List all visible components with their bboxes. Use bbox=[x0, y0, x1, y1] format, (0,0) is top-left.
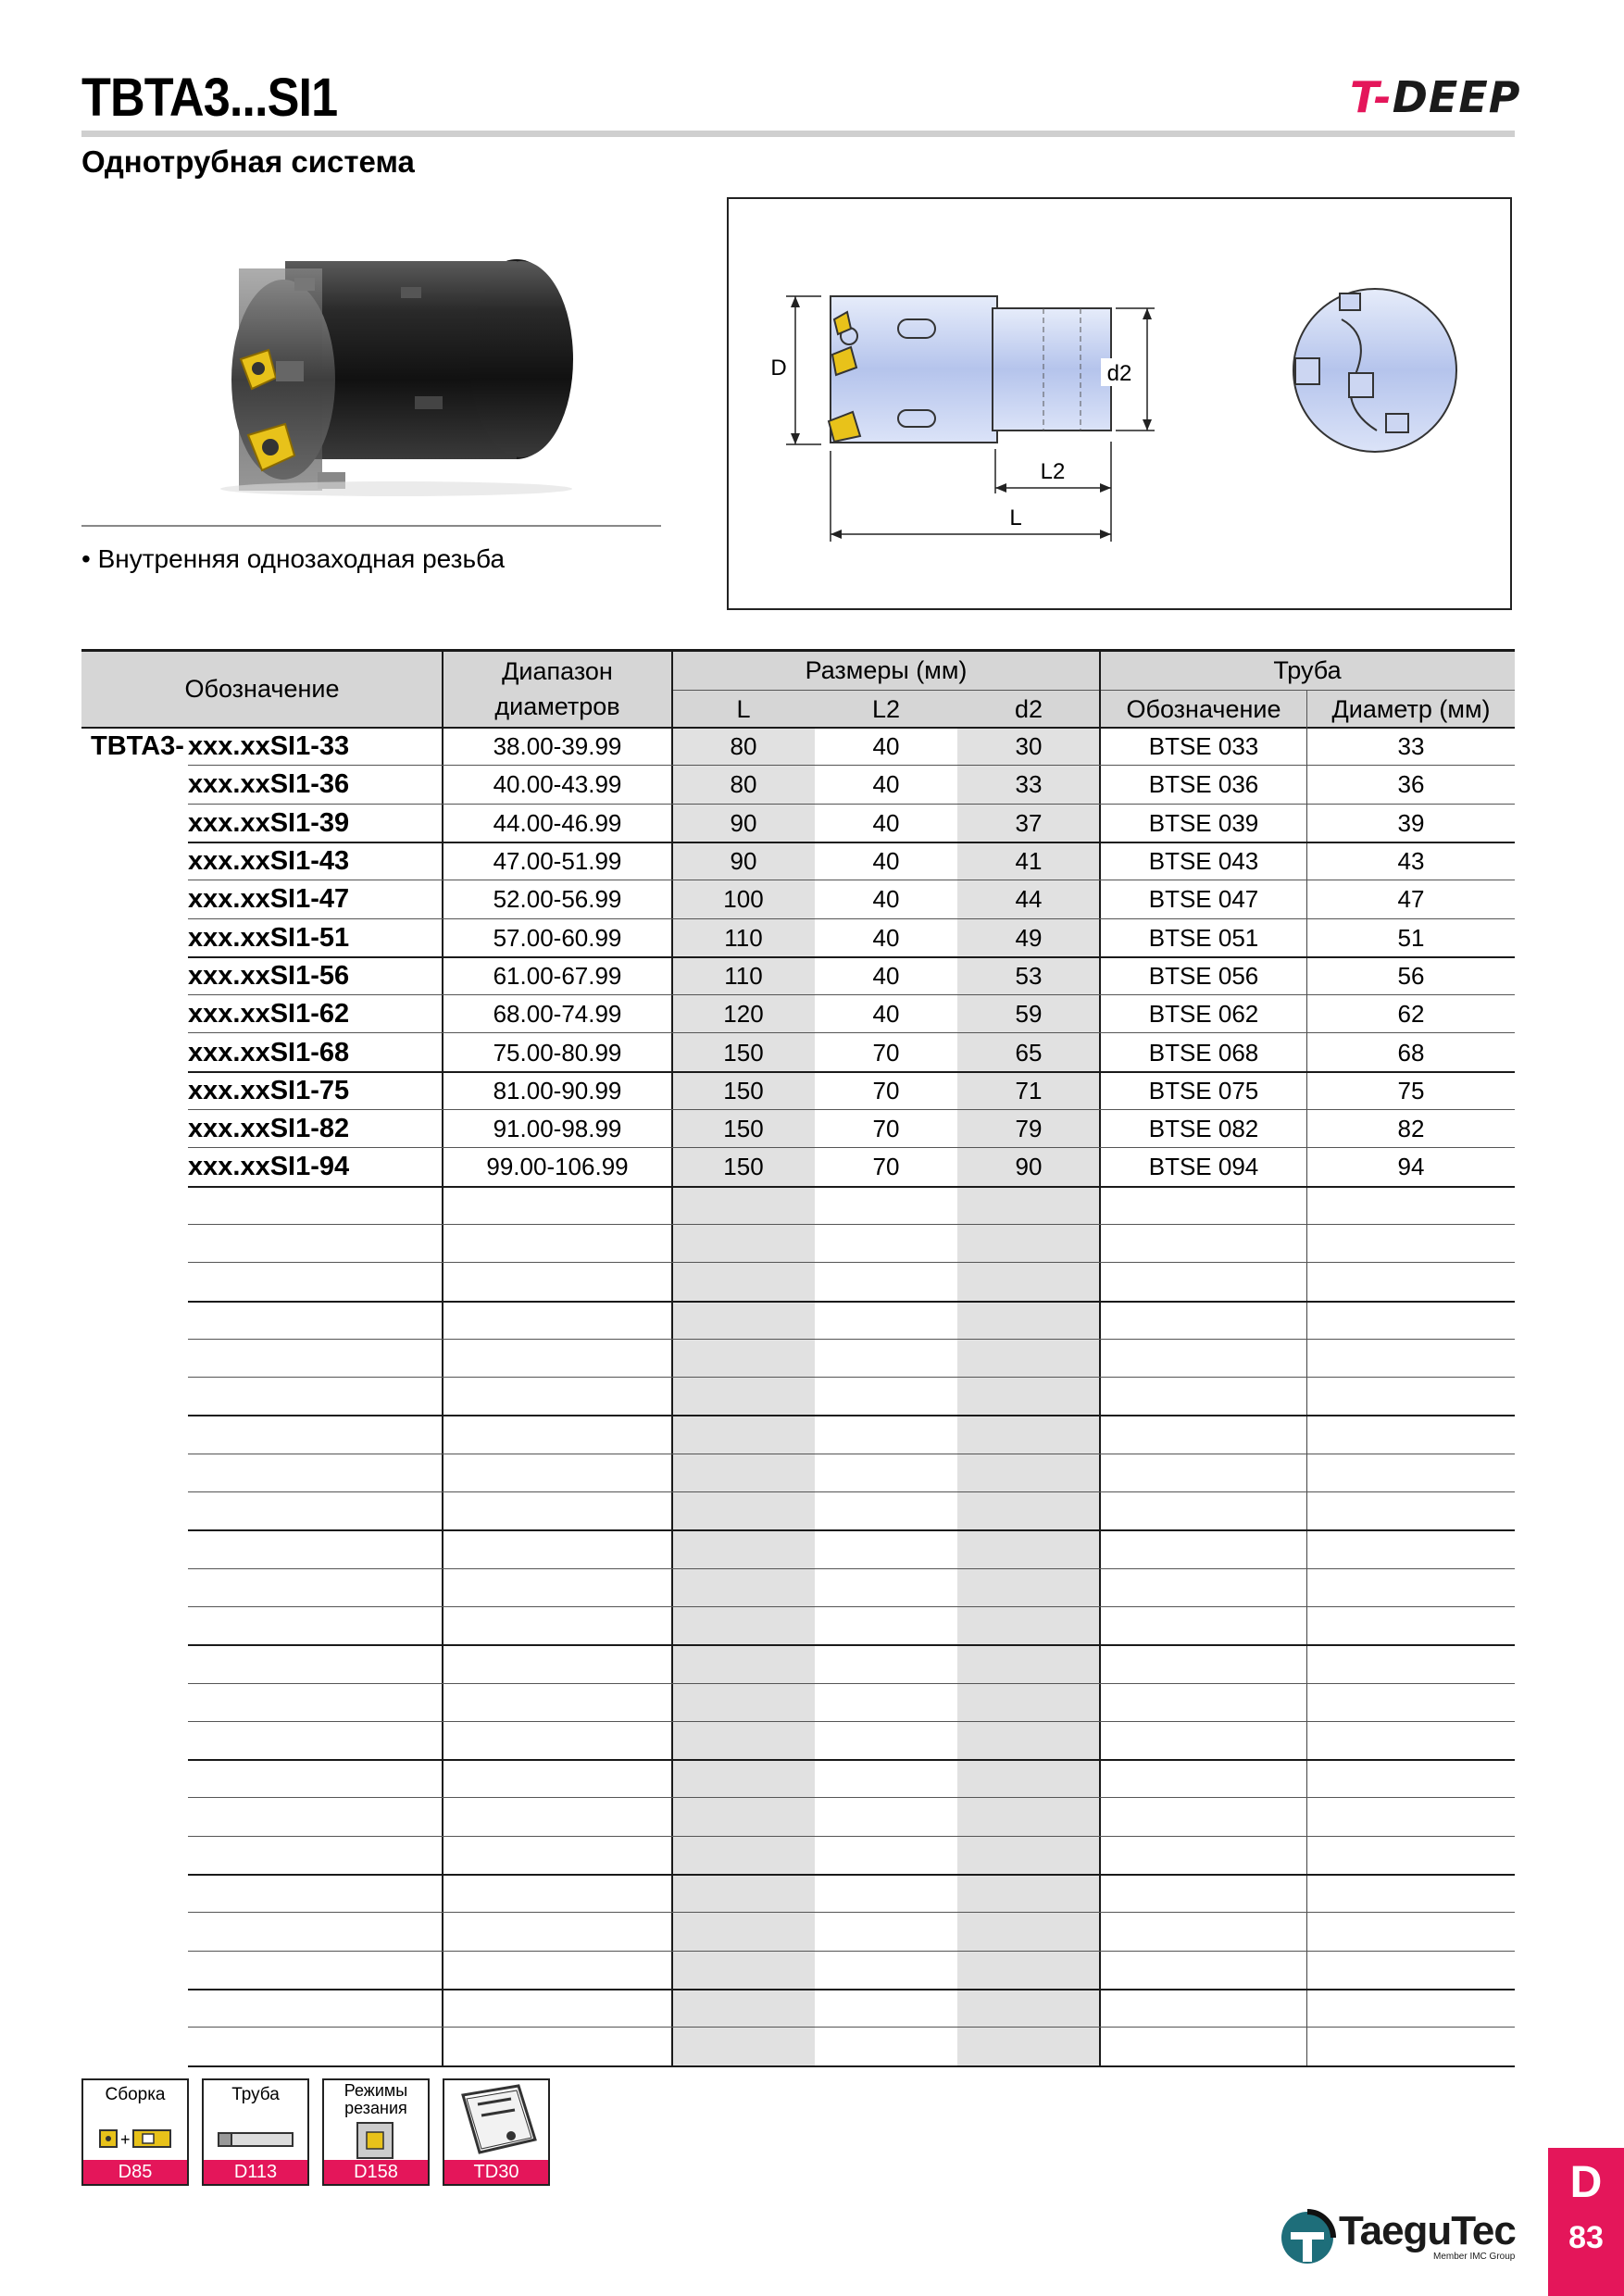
header-l: L bbox=[736, 695, 751, 723]
assembly-icon bbox=[89, 2125, 181, 2157]
label-d2: d2 bbox=[1106, 361, 1132, 386]
header-tube-diameter: Диаметр (мм) bbox=[1331, 695, 1491, 723]
cell-l2: 40 bbox=[872, 923, 900, 952]
cell-tube-designation: BTSE 094 bbox=[1148, 1153, 1259, 1181]
cell-range: 61.00-67.99 bbox=[493, 961, 622, 990]
row-rule bbox=[188, 1491, 1515, 1492]
cell-l2: 40 bbox=[872, 732, 900, 761]
cell-tube-diameter: 82 bbox=[1397, 1115, 1425, 1143]
cell-d2: 37 bbox=[1015, 808, 1043, 837]
cell-tube-designation: BTSE 082 bbox=[1148, 1115, 1259, 1143]
page-number: 83 bbox=[1568, 2220, 1604, 2255]
cell-range: 38.00-39.99 bbox=[493, 732, 622, 761]
left-divider bbox=[81, 525, 661, 527]
header-d2: d2 bbox=[1014, 695, 1043, 723]
cell-range: 75.00-80.99 bbox=[493, 1038, 622, 1067]
row-rule bbox=[188, 1721, 1515, 1722]
cell-d2: 49 bbox=[1015, 923, 1043, 952]
section-tab bbox=[1548, 2148, 1624, 2296]
cell-tube-diameter: 94 bbox=[1397, 1153, 1425, 1181]
brand-logo-t-deep bbox=[1350, 72, 1520, 122]
cell-l: 80 bbox=[730, 770, 757, 799]
cell-range: 91.00-98.99 bbox=[493, 1115, 622, 1143]
cell-tube-diameter: 47 bbox=[1397, 885, 1425, 914]
reference-box-td30[interactable] bbox=[443, 2078, 550, 2186]
cell-tube-designation: BTSE 043 bbox=[1148, 847, 1259, 876]
row-rule bbox=[188, 1224, 1515, 1225]
logo-tagline: Member IMC Group bbox=[1433, 2252, 1516, 2262]
cell-range: 57.00-60.99 bbox=[493, 923, 622, 952]
cell-designation: xxx.xxSI1-39 bbox=[188, 807, 350, 838]
cell-tube-diameter: 56 bbox=[1397, 961, 1425, 990]
product-table bbox=[81, 650, 1515, 2066]
technical-drawing bbox=[727, 197, 1512, 610]
cell-l: 150 bbox=[723, 1076, 764, 1104]
page-title: TBTA3...SI1 bbox=[81, 68, 338, 128]
cell-designation: xxx.xxSI1-43 bbox=[188, 846, 350, 877]
table-row bbox=[81, 1072, 1515, 1110]
technical-guide-icon bbox=[446, 2084, 548, 2163]
table-row bbox=[81, 957, 1515, 995]
cell-tube-diameter: 51 bbox=[1397, 923, 1425, 952]
designation-prefix: TBTA3- bbox=[91, 731, 184, 762]
cell-range: 44.00-46.99 bbox=[493, 808, 622, 837]
reference-page: D113 bbox=[204, 2160, 307, 2184]
table-row bbox=[81, 766, 1515, 804]
reference-box-d85[interactable] bbox=[81, 2078, 189, 2186]
row-rule bbox=[188, 1377, 1515, 1378]
cell-l2: 70 bbox=[872, 1076, 900, 1104]
cell-range: 68.00-74.99 bbox=[493, 1000, 622, 1029]
cell-d2: 44 bbox=[1015, 885, 1043, 914]
cell-range: 52.00-56.99 bbox=[493, 885, 622, 914]
cell-tube-diameter: 68 bbox=[1397, 1038, 1425, 1067]
cell-designation: xxx.xxSI1-56 bbox=[188, 960, 350, 991]
cell-tube-designation: BTSE 051 bbox=[1148, 923, 1259, 952]
cell-l2: 70 bbox=[872, 1153, 900, 1181]
label-l: L bbox=[1009, 505, 1022, 530]
row-rule bbox=[188, 1415, 1515, 1416]
table-row bbox=[81, 995, 1515, 1033]
table-row bbox=[81, 1033, 1515, 1071]
cell-l2: 40 bbox=[872, 847, 900, 876]
cutting-data-icon bbox=[330, 2121, 422, 2165]
tube-icon bbox=[209, 2125, 302, 2157]
product-photo bbox=[211, 250, 600, 498]
table-row bbox=[81, 919, 1515, 957]
header-designation: Обозначение bbox=[184, 675, 340, 703]
cell-tube-designation: BTSE 062 bbox=[1148, 1000, 1259, 1029]
table-row bbox=[81, 880, 1515, 918]
cell-l: 110 bbox=[724, 961, 763, 990]
header-tube-designation: Обозначение bbox=[1126, 695, 1281, 723]
row-rule bbox=[188, 1339, 1515, 1340]
reference-label: Труба bbox=[231, 2085, 280, 2104]
row-rule bbox=[188, 2027, 1515, 2028]
cell-l2: 40 bbox=[872, 770, 900, 799]
cell-d2: 53 bbox=[1015, 961, 1043, 990]
cell-designation: xxx.xxSI1-94 bbox=[188, 1152, 350, 1182]
section-letter: D bbox=[1569, 2158, 1603, 2207]
cell-tube-diameter: 39 bbox=[1397, 808, 1425, 837]
cell-l: 90 bbox=[730, 847, 757, 876]
reference-label: Сборка bbox=[105, 2085, 166, 2104]
cell-d2: 33 bbox=[1015, 770, 1043, 799]
cell-tube-designation: BTSE 039 bbox=[1148, 808, 1259, 837]
header-tube: Труба bbox=[1273, 656, 1342, 684]
reference-page: D85 bbox=[83, 2160, 187, 2184]
cell-tube-designation: BTSE 047 bbox=[1148, 885, 1259, 914]
row-rule bbox=[188, 1836, 1515, 1837]
table-row bbox=[81, 1110, 1515, 1148]
cell-l: 150 bbox=[723, 1115, 764, 1143]
cell-tube-designation: BTSE 075 bbox=[1148, 1076, 1259, 1104]
label-l2: L2 bbox=[1040, 459, 1066, 484]
reference-box-d113[interactable] bbox=[202, 2078, 309, 2186]
cell-tube-diameter: 43 bbox=[1397, 847, 1425, 876]
row-rule bbox=[188, 1874, 1515, 1876]
row-rule bbox=[188, 1606, 1515, 1607]
table-row bbox=[81, 1148, 1515, 1186]
cell-tube-designation: BTSE 033 bbox=[1148, 732, 1259, 761]
cell-l: 110 bbox=[724, 923, 763, 952]
table-row bbox=[81, 728, 1515, 766]
cell-l2: 70 bbox=[872, 1038, 900, 1067]
row-rule bbox=[188, 1644, 1515, 1646]
cell-designation: xxx.xxSI1-75 bbox=[188, 1075, 350, 1105]
table-row bbox=[81, 842, 1515, 880]
cell-l2: 40 bbox=[872, 885, 900, 914]
row-rule bbox=[188, 1759, 1515, 1761]
row-rule bbox=[188, 1683, 1515, 1684]
drawing-svg bbox=[729, 199, 1514, 612]
cell-l: 80 bbox=[730, 732, 757, 761]
row-rule bbox=[188, 1301, 1515, 1303]
cell-d2: 41 bbox=[1015, 847, 1043, 876]
header-l2: L2 bbox=[871, 695, 901, 723]
cell-l2: 40 bbox=[872, 1000, 900, 1029]
cell-l: 90 bbox=[730, 808, 757, 837]
cell-range: 81.00-90.99 bbox=[493, 1076, 622, 1104]
cell-d2: 71 bbox=[1015, 1076, 1043, 1104]
row-rule bbox=[188, 1797, 1515, 1798]
cell-designation: xxx.xxSI1-68 bbox=[188, 1037, 350, 1067]
row-rule bbox=[188, 2065, 1515, 2067]
row-rule bbox=[188, 1912, 1515, 1913]
cell-designation: xxx.xxSI1-82 bbox=[188, 1114, 350, 1144]
cell-l2: 40 bbox=[872, 808, 900, 837]
cell-tube-diameter: 36 bbox=[1397, 770, 1425, 799]
cell-designation: xxx.xxSI1-33 bbox=[188, 731, 350, 762]
reference-page: D158 bbox=[324, 2160, 428, 2184]
cell-designation: xxx.xxSI1-36 bbox=[188, 769, 350, 800]
cell-designation: xxx.xxSI1-47 bbox=[188, 884, 350, 915]
cell-range: 47.00-51.99 bbox=[493, 847, 622, 876]
cell-range: 99.00-106.99 bbox=[486, 1153, 629, 1181]
cell-tube-designation: BTSE 068 bbox=[1148, 1038, 1259, 1067]
cell-designation: xxx.xxSI1-51 bbox=[188, 922, 350, 953]
cell-d2: 30 bbox=[1015, 732, 1043, 761]
row-rule bbox=[188, 1529, 1515, 1531]
reference-page: TD30 bbox=[444, 2160, 548, 2184]
reference-box-d158[interactable] bbox=[322, 2078, 430, 2186]
cell-d2: 59 bbox=[1015, 1000, 1043, 1029]
cell-tube-designation: BTSE 056 bbox=[1148, 961, 1259, 990]
cell-l: 100 bbox=[723, 885, 764, 914]
svg-text:+: + bbox=[120, 2130, 131, 2149]
reference-label: Режимы резания bbox=[344, 2081, 408, 2117]
cell-tube-diameter: 33 bbox=[1397, 732, 1425, 761]
logo-text: TaeguTec bbox=[1339, 2208, 1516, 2253]
header-dimensions: Размеры (мм) bbox=[805, 656, 968, 684]
table-row bbox=[81, 805, 1515, 842]
cell-tube-diameter: 62 bbox=[1397, 1000, 1425, 1029]
cell-d2: 90 bbox=[1015, 1153, 1043, 1181]
header-range: Диапазон диаметров bbox=[494, 657, 620, 720]
page-subtitle: Однотрубная система bbox=[81, 144, 415, 179]
row-rule bbox=[188, 1568, 1515, 1569]
label-d: D bbox=[770, 356, 787, 381]
cell-l2: 40 bbox=[872, 961, 900, 990]
cell-d2: 79 bbox=[1015, 1115, 1043, 1143]
cell-tube-diameter: 75 bbox=[1397, 1076, 1425, 1104]
cell-range: 40.00-43.99 bbox=[493, 770, 622, 799]
cell-d2: 65 bbox=[1015, 1038, 1043, 1067]
cell-tube-designation: BTSE 036 bbox=[1148, 770, 1259, 799]
cell-l2: 70 bbox=[872, 1115, 900, 1143]
brand-part2: DEEP bbox=[1392, 72, 1521, 122]
feature-bullet: • Внутренняя однозаходная резьба bbox=[81, 544, 506, 573]
cell-l: 120 bbox=[723, 1000, 764, 1029]
cell-designation: xxx.xxSI1-62 bbox=[188, 999, 350, 1029]
title-rule bbox=[81, 131, 1515, 137]
row-rule bbox=[188, 1262, 1515, 1263]
brand-part1: T- bbox=[1350, 72, 1393, 122]
cell-l: 150 bbox=[723, 1038, 764, 1067]
row-rule bbox=[188, 1989, 1515, 1990]
row-rule bbox=[188, 1951, 1515, 1952]
cell-l: 150 bbox=[723, 1153, 764, 1181]
